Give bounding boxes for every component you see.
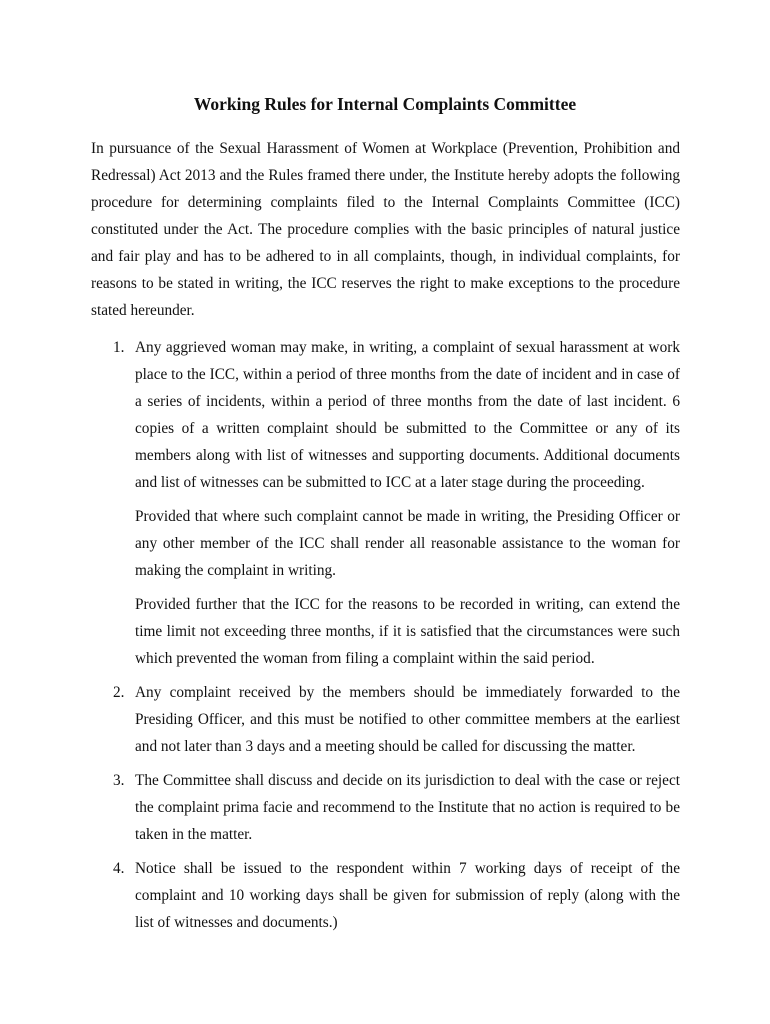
rule-item-1 (91, 334, 680, 672)
rule-paragraph: The Committee shall discuss and decide on its jurisdiction to deal with the case or reject the complaint prima facie and recommend to the Institute that no action is required to be taken in the matter. (135, 772, 680, 843)
rule-proviso-paragraph: Provided further that the ICC for the reasons to be recorded in writing, can extend the time limit not exceeding three months, if it is satisfied that the circumstances were such which prevented the woman from filing a complaint within the said period. (135, 596, 680, 667)
rule-paragraph: Any aggrieved woman may make, in writing, a complaint of sexual harassment at work place to the ICC, within a period of three months from the date of incident and in case of a series of incidents, within a period of three months from the date of last incident. 6 copies of a written complaint should be submitted to the Committee or any of its members along with list of witnesses and supporting documents. Additional documents and list of witnesses can be submitted to ICC at a later stage during the proceeding. (135, 339, 680, 491)
rule-item-2 (91, 679, 680, 760)
rule-paragraph: Notice shall be issued to the respondent within 7 working days of receipt of the complaint and 10 working days shall be given for submission of reply (along with the list of witnesses and documents.) (135, 860, 680, 931)
rules-list (91, 334, 680, 943)
rule-number: 4. (113, 860, 125, 877)
rule-paragraph: Any complaint received by the members should be immediately forwarded to the Presiding Officer, and this must be notified to other committee members at the earliest and not later than 3 days and a meeting should be called for discussing the matter. (135, 684, 680, 755)
page-title: Working Rules for Internal Complaints Committee (193, 94, 577, 114)
rule-number: 1. (113, 339, 125, 356)
intro-paragraph: In pursuance of the Sexual Harassment of Women at Workplace (Prevention, Prohibition and Redressal) Act 2013 and the Rules framed there under, the Institute hereby adopts the following procedure for determining complaints filed to the Internal Complaints Committee (ICC) constituted under the Act. The procedure complies with the basic principles of natural justice and fair play and has to be adhered to in all complaints, though, in individual complaints, for reasons to be stated in writing, the ICC reserves the right to make exceptions to the procedure stated hereunder. (91, 140, 680, 319)
rule-number: 3. (113, 772, 125, 789)
rule-item-4 (91, 855, 680, 936)
rule-item-3 (91, 767, 680, 848)
rule-number: 2. (113, 684, 125, 701)
rule-proviso-paragraph: Provided that where such complaint cannot be made in writing, the Presiding Officer or any other member of the ICC shall render all reasonable assistance to the woman for making the complaint in writing. (135, 508, 680, 579)
